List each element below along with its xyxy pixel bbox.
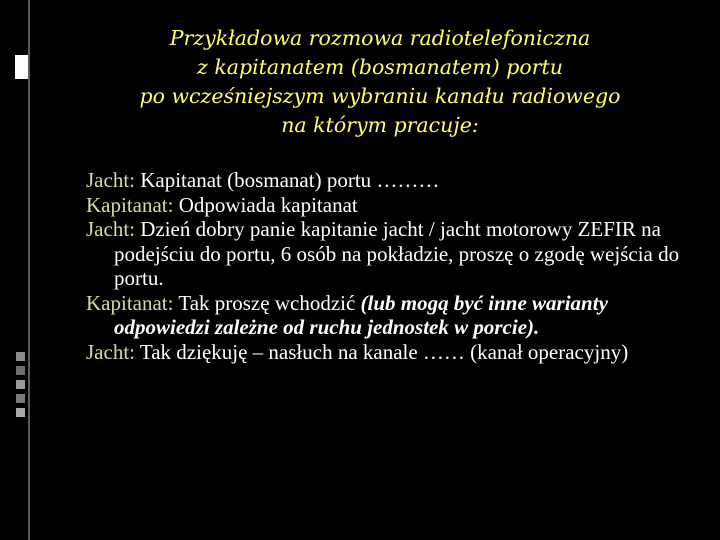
dialogue-text: Dzień dobry panie kapitanie jacht / jacht motorowy ZEFIR na podejściu do portu, 6 osób na pokładzie, proszę o zgodę wejścia do portu. [114, 217, 680, 290]
speaker-label: Jacht: [86, 217, 135, 241]
decorative-square [16, 394, 25, 403]
dialogue-line [86, 217, 686, 291]
speaker-label: Jacht: [86, 339, 135, 364]
dialogue-line [86, 291, 686, 340]
slide-title [110, 24, 650, 140]
decorative-square [16, 408, 25, 417]
speaker-label: Kapitanat: [86, 192, 174, 217]
dialogue-body [86, 168, 686, 364]
dialogue-text: Kapitanat (bosmanat) portu ……… [134, 168, 440, 192]
title-line: Przykładowa rozmowa radiotelefoniczna [169, 26, 591, 50]
dialogue-line [86, 168, 686, 193]
dialogue-text: Odpowiada kapitanat [173, 192, 358, 217]
dialogue-line [86, 193, 686, 218]
decorative-square [16, 366, 25, 375]
dialogue-line [86, 340, 686, 365]
dialogue-note: (lub mogą być inne warianty odpowiedzi zależne od ruchu jednostek w porcie). [114, 290, 608, 339]
speaker-label: Kapitanat: [86, 290, 174, 315]
dialogue-text: Tak dziękuję – nasłuch na kanale …… (kanał operacyjny) [134, 339, 629, 364]
decorative-side-line [28, 0, 30, 540]
decorative-square [16, 352, 25, 361]
dialogue-text: Tak proszę wchodzić [173, 290, 361, 315]
title-line: na którym pracuje: [281, 113, 479, 137]
decorative-side-block [15, 55, 28, 79]
speaker-label: Jacht: [86, 168, 135, 192]
title-line: po wcześniejszym wybraniu kanału radiowego [139, 84, 621, 108]
decorative-square [16, 380, 25, 389]
title-line: z kapitanatem (bosmanatem) portu [197, 55, 563, 79]
